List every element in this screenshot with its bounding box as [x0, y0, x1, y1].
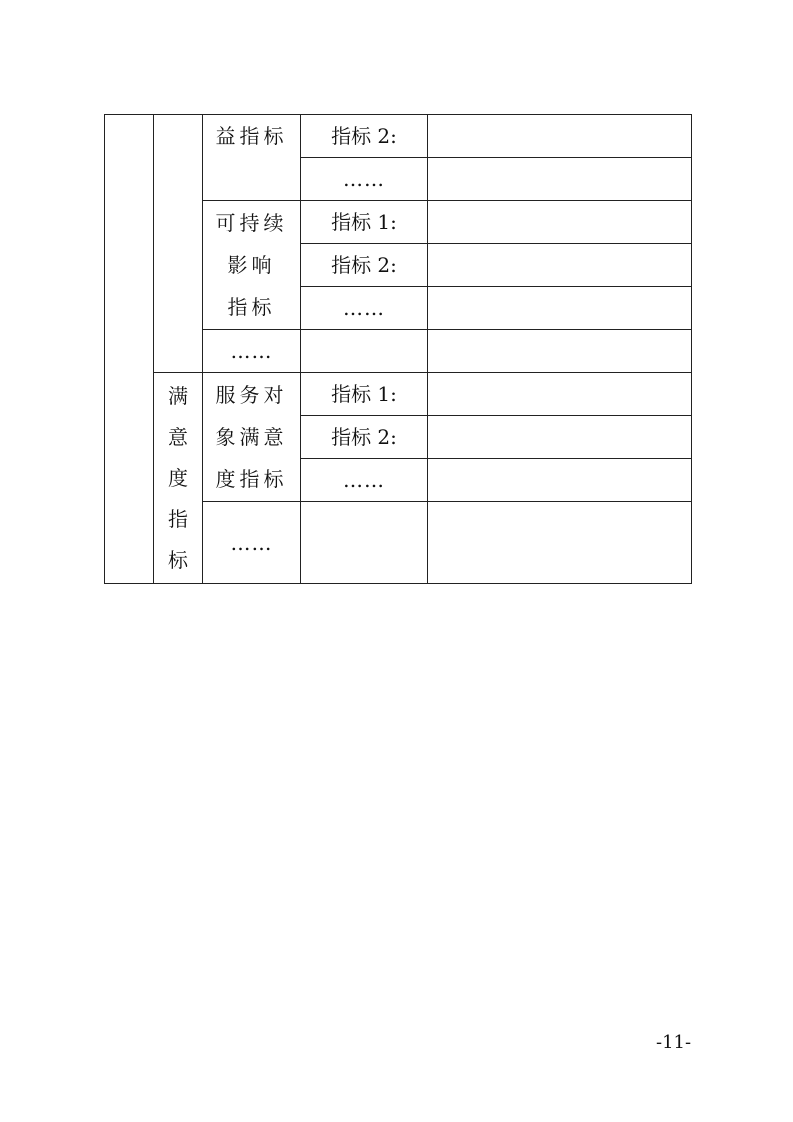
indicator-value-cell	[428, 459, 692, 502]
indicator-value-cell	[428, 201, 692, 244]
indicator-name-cell	[301, 201, 428, 244]
indicator-value-cell	[428, 502, 692, 584]
indicator-name-cell	[301, 373, 428, 416]
indicator-name-cell	[301, 158, 428, 201]
more-indicators: ……	[230, 339, 273, 363]
indicator-name-cell	[301, 287, 428, 330]
indicator-name: 指标 2:	[331, 253, 397, 277]
indicator-name: ……	[343, 468, 385, 492]
indicator-name-cell	[301, 416, 428, 459]
indicator-name: ……	[343, 167, 385, 191]
page-number: -11-	[656, 1032, 692, 1053]
service-satisfaction-label-cell	[203, 373, 301, 502]
benefit-indicator-label: 益指标	[215, 124, 288, 148]
sustainable-impact-label: 可持续 影响 指标	[215, 211, 288, 319]
indicator-value-cell	[428, 330, 692, 373]
indicator-value-cell	[428, 115, 692, 158]
indicator-name: 指标 1:	[331, 382, 397, 406]
indicator-value-cell	[428, 287, 692, 330]
indicator-name-cell	[301, 244, 428, 287]
table-row	[105, 115, 692, 158]
benefit-indicator-label-cell	[203, 115, 301, 201]
indicator-name-cell	[301, 330, 428, 373]
indicator-value-cell	[428, 244, 692, 287]
indicator-name: 指标 2:	[331, 124, 397, 148]
table-row	[105, 373, 692, 416]
indicator-name: 指标 1:	[331, 210, 397, 234]
indicator-name-cell	[301, 459, 428, 502]
indicator-name-cell	[301, 115, 428, 158]
output-indicator-cell	[154, 115, 203, 373]
more-indicators-cell	[203, 330, 301, 373]
satisfaction-indicator-cell	[154, 373, 203, 584]
more-indicators-cell	[203, 502, 301, 584]
performance-indicator-table	[104, 114, 692, 584]
indicator-value-cell	[428, 416, 692, 459]
service-satisfaction-label: 服务对 象满意 度指标	[215, 383, 288, 491]
more-indicators: ……	[230, 530, 273, 555]
indicator-name: ……	[343, 296, 385, 320]
indicator-value-cell	[428, 373, 692, 416]
indicator-name-cell	[301, 502, 428, 584]
indicator-name: 指标 2:	[331, 425, 397, 449]
first-column-cell	[105, 115, 154, 584]
satisfaction-indicator-label: 满 意 度 指 标	[168, 383, 188, 572]
sustainable-impact-label-cell	[203, 201, 301, 330]
indicator-value-cell	[428, 158, 692, 201]
